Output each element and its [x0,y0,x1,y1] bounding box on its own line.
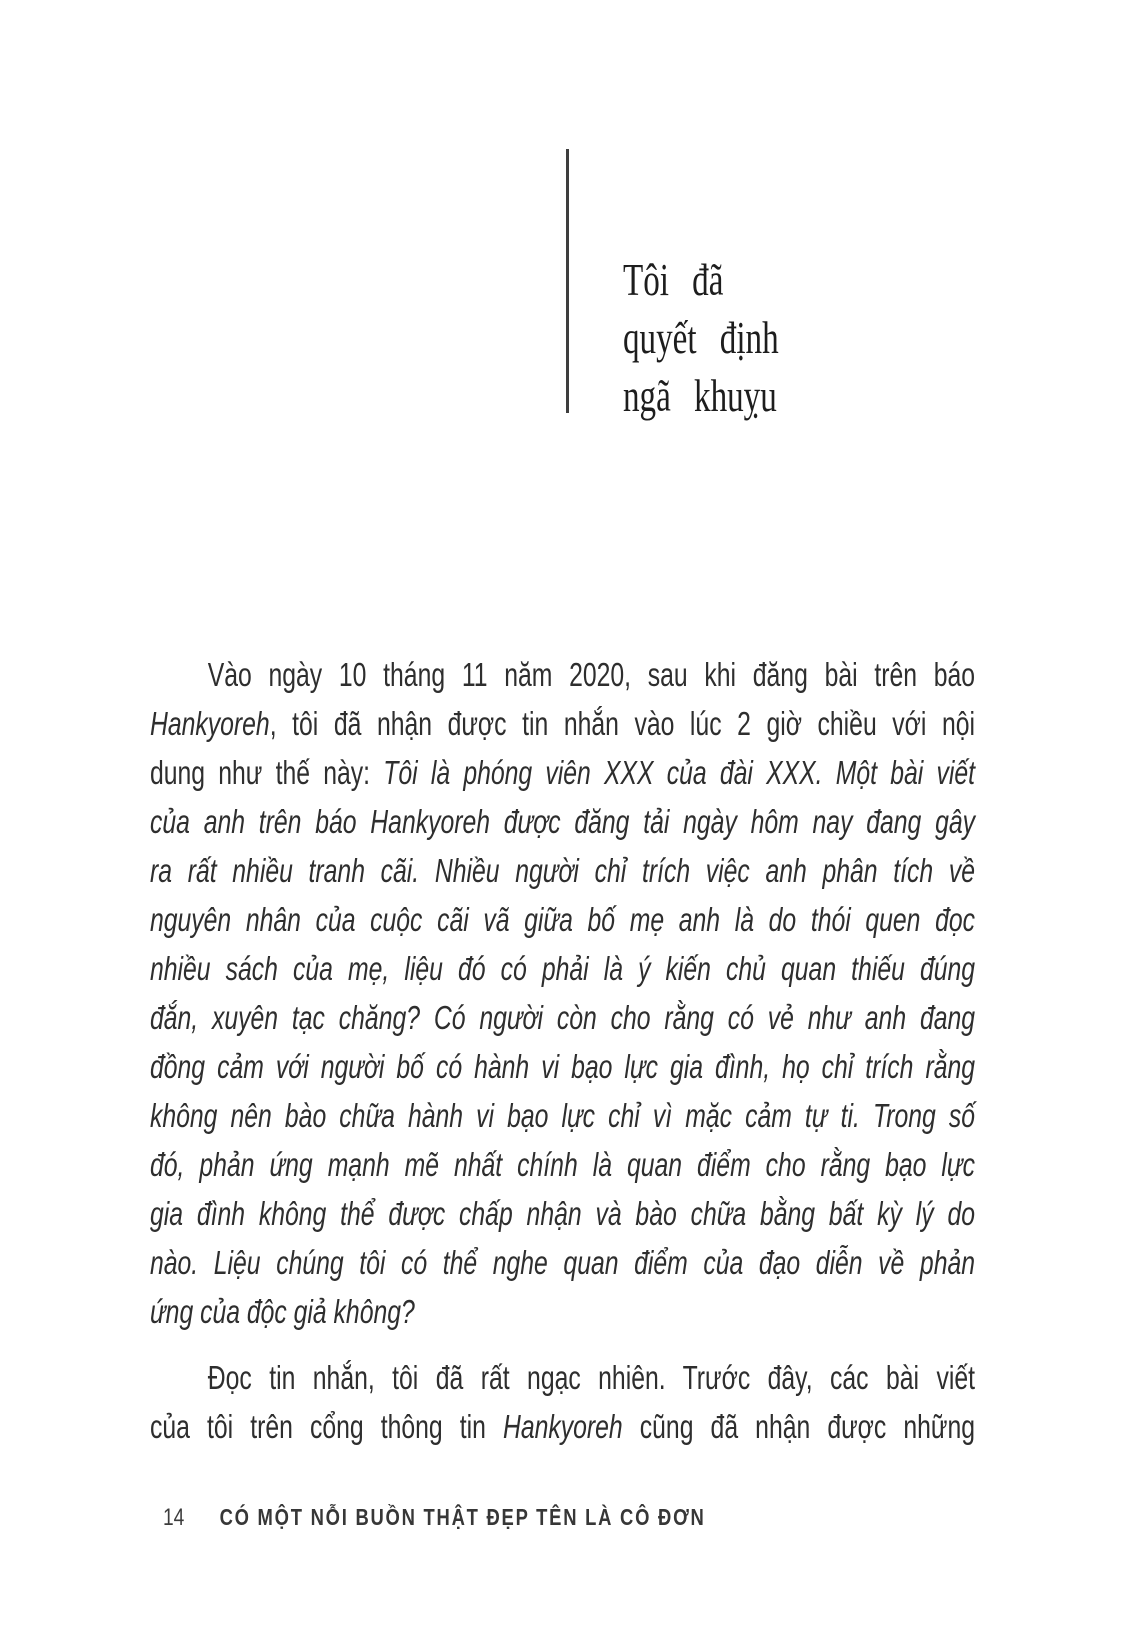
text-segment: của tôi trên cổng thông tin [150,1408,504,1445]
chapter-divider-line [566,149,569,413]
italic-text-segment: nào. Liệu chúng tôi có thể nghe quan điểm của đạo diễn về phản [150,1244,975,1281]
text-line [150,1189,975,1238]
text-line [150,895,975,944]
text-segment: , tôi đã nhận được tin nhắn vào lúc 2 giờ chiều với nội [269,705,975,742]
italic-text-segment: của anh trên báo Hankyoreh được đăng tải ngày hôm nay đang gây [150,803,975,840]
page-footer [163,1504,706,1532]
chapter-title-line: Tôi đã [623,254,724,305]
italic-text-segment: nguyên nhân của cuộc cãi vã giữa bố mẹ anh là do thói quen đọc [150,901,975,938]
text-segment: Đọc tin nhắn, tôi đã rất ngạc nhiên. Trước đây, các bài viết [207,1359,975,1396]
text-segment: Vào ngày 10 tháng 11 năm 2020, sau khi đăng bài trên báo [207,656,975,693]
italic-text-segment: ra rất nhiều tranh cãi. Nhiều người chỉ trích việc anh phân tích về [150,852,975,889]
paragraph [150,1353,975,1451]
text-line [150,944,975,993]
text-line [150,1140,975,1189]
chapter-title-line: ngã khuỵu [623,370,777,421]
text-line [150,1042,975,1091]
running-book-title: CÓ MỘT NỖI BUỒN THẬT ĐẸP TÊN LÀ CÔ ĐƠN [219,1504,706,1530]
text-line [150,699,975,748]
text-line [150,1091,975,1140]
body-text [150,650,975,1451]
italic-text-segment: đó, phản ứng mạnh mẽ nhất chính là quan điểm cho rằng bạo lực [150,1146,975,1183]
text-line [150,1402,975,1451]
text-line [150,748,975,797]
italic-text-segment: Hankyoreh [503,1408,623,1445]
text-line [150,993,975,1042]
italic-text-segment: Tôi là phóng viên XXX của đài XXX. Một bài viết [383,754,975,791]
italic-text-segment: gia đình không thể được chấp nhận và bào chữa bằng bất kỳ lý do [150,1195,975,1232]
italic-text-segment: không nên bào chữa hành vi bạo lực chỉ vì mặc cảm tự ti. Trong số [150,1097,975,1134]
italic-text-segment: đắn, xuyên tạc chăng? Có người còn cho rằng có vẻ như anh đang [150,999,975,1036]
text-line [150,797,975,846]
italic-text-segment: nhiều sách của mẹ, liệu đó có phải là ý kiến chủ quan thiếu đúng [150,950,975,987]
text-segment: cũng đã nhận được những [622,1408,975,1445]
text-segment: dung như thế này: [150,754,384,791]
chapter-title-line: quyết định [623,312,779,363]
text-line [150,1238,975,1287]
italic-text-segment: ứng của độc giả không? [150,1293,415,1330]
chapter-title [623,251,779,425]
italic-text-segment: đồng cảm với người bố có hành vi bạo lực gia đình, họ chỉ trích rằng [150,1048,975,1085]
text-line [150,846,975,895]
text-line [150,1287,975,1336]
page-number: 14 [163,1504,185,1531]
paragraph [150,650,975,1336]
text-line [150,650,975,699]
text-line [150,1353,975,1402]
italic-text-segment: Hankyoreh [150,705,270,742]
